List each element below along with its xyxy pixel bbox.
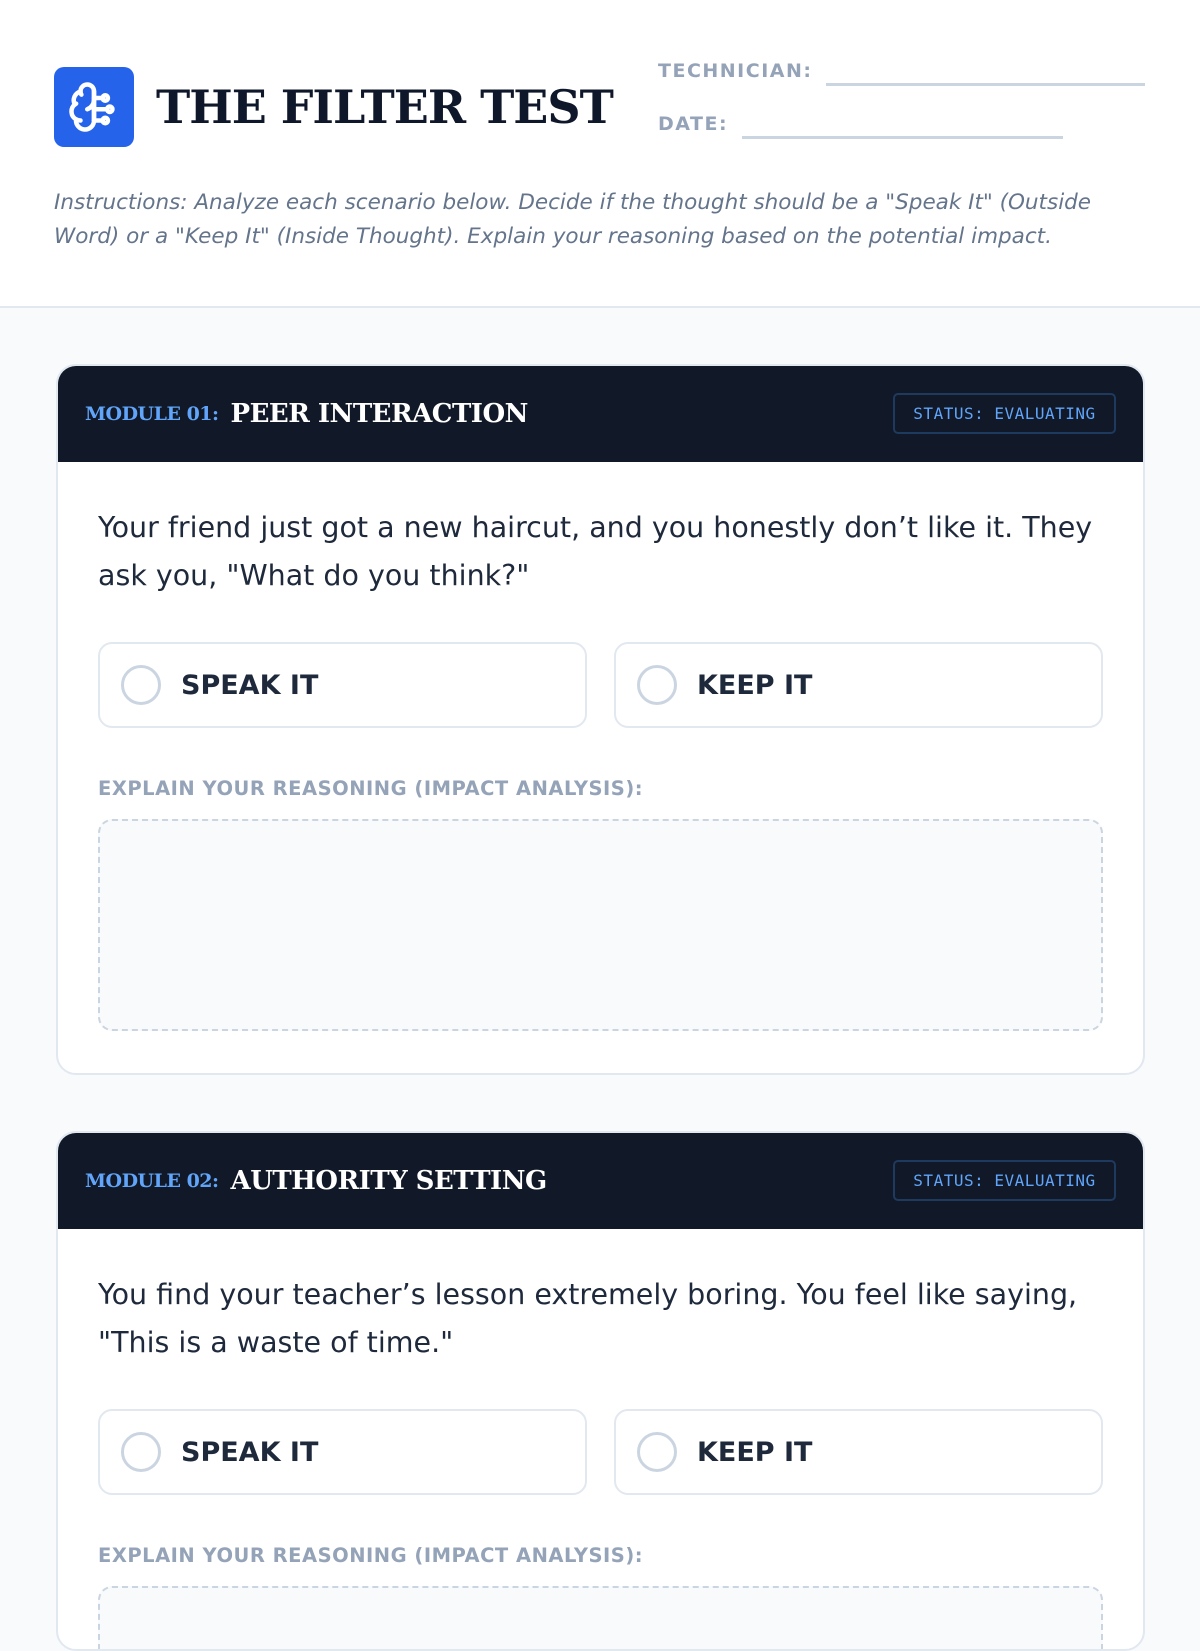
module-card xyxy=(56,1131,1145,1651)
brand xyxy=(54,67,613,147)
module-title: PEER INTERACTION xyxy=(230,399,528,429)
keep-it-label: KEEP IT xyxy=(697,669,813,701)
date-field xyxy=(658,113,1063,135)
speak-it-option[interactable] xyxy=(98,1409,587,1495)
radio-button[interactable] xyxy=(637,1432,677,1472)
reasoning-textarea[interactable] xyxy=(98,819,1103,1031)
scenario-text: You find your teacher’s lesson extremely boring. You feel like saying, "This is a waste of time." xyxy=(98,1278,1078,1359)
keep-it-label: KEEP IT xyxy=(697,1436,813,1468)
radio-button[interactable] xyxy=(121,1432,161,1472)
module-header xyxy=(58,1133,1143,1229)
module-number: MODULE 01: xyxy=(85,403,219,425)
speak-it-option[interactable] xyxy=(98,642,587,728)
reasoning-label: EXPLAIN YOUR REASONING (IMPACT ANALYSIS): xyxy=(98,1544,644,1567)
speak-it-label: SPEAK IT xyxy=(181,1436,319,1468)
technician-label: TECHNICIAN: xyxy=(658,60,813,82)
date-label: DATE: xyxy=(658,113,729,135)
module-header xyxy=(58,366,1143,462)
module-number: MODULE 02: xyxy=(85,1170,219,1192)
date-input-line[interactable] xyxy=(742,136,1063,139)
radio-button[interactable] xyxy=(121,665,161,705)
status-badge: STATUS: EVALUATING xyxy=(893,393,1116,434)
keep-it-option[interactable] xyxy=(614,642,1103,728)
reasoning-textarea[interactable] xyxy=(98,1586,1103,1651)
technician-input-line[interactable] xyxy=(826,83,1145,86)
technician-field xyxy=(658,60,1145,82)
speak-it-label: SPEAK IT xyxy=(181,669,319,701)
radio-button[interactable] xyxy=(637,665,677,705)
worksheet-header xyxy=(0,0,1200,308)
instructions-text: Instructions: Analyze each scenario below. Decide if the thought should be a "Speak It" (Outside Word) or a "Keep It" (Inside Thought). Explain your reasoning based on the potential impact. xyxy=(54,190,1092,249)
module-card xyxy=(56,364,1145,1075)
scenario-text: Your friend just got a new haircut, and you honestly don’t like it. They ask you, "What do you think?" xyxy=(98,511,1093,592)
module-title: AUTHORITY SETTING xyxy=(230,1166,547,1196)
reasoning-label: EXPLAIN YOUR REASONING (IMPACT ANALYSIS): xyxy=(98,777,644,800)
keep-it-option[interactable] xyxy=(614,1409,1103,1495)
status-badge: STATUS: EVALUATING xyxy=(893,1160,1116,1201)
brain-icon xyxy=(54,67,134,147)
page-title: THE FILTER TEST xyxy=(156,80,613,134)
